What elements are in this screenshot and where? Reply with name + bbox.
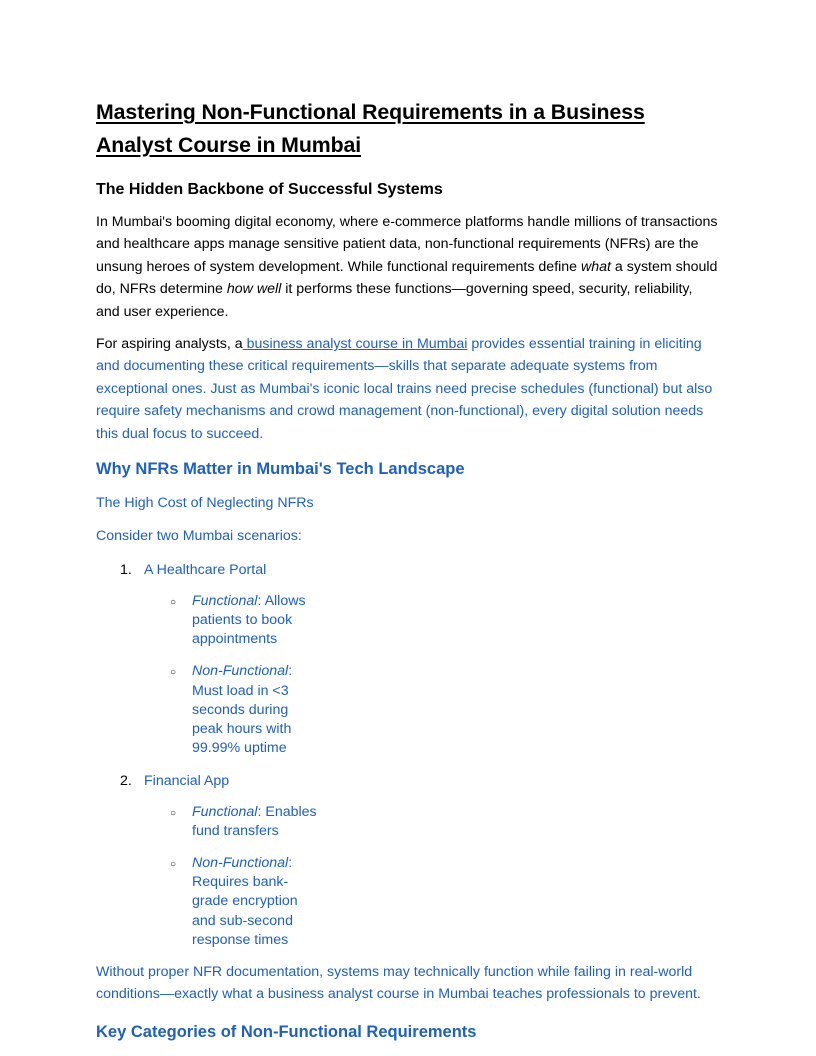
bullet-label: Functional — [192, 592, 258, 609]
scenario-title: Financial App — [144, 772, 230, 789]
consider-text: Consider two Mumbai scenarios: — [96, 528, 302, 545]
circle-bullet-icon: ○ — [170, 858, 177, 870]
aspiring-rest: provides essential training in eliciting and documenting these critical requirements—skills that separate adequate systems from exceptional ones. Just as Mumbai's iconic local trains need precise schedules (functional) but also require safety mechanisms and crowd management (non-functional), every digital solution needs this dual focus to succeed. — [96, 336, 713, 442]
intro-paragraph — [96, 211, 720, 323]
bullet-text: : Must load in <3 seconds during peak hours with 99.99% uptime — [192, 663, 293, 757]
section-heading-why-nfrs: Why NFRs Matter in Mumbai's Tech Landscape — [96, 460, 465, 479]
scenario-list — [96, 559, 720, 950]
closing-paragraph: Without proper NFR documentation, systems may technically function while failing in real-world conditions—exactly what a business analyst course in Mumbai teaches professionals to prevent. — [96, 963, 701, 1003]
list-item — [144, 662, 322, 758]
list-item — [144, 803, 322, 841]
bullet-text: : Requires bank-grade encryption and sub-second response times — [192, 854, 298, 948]
intro-emphasis-what: what — [581, 258, 611, 275]
subheading-high-cost: The High Cost of Neglecting NFRs — [96, 495, 314, 512]
list-item — [144, 592, 322, 650]
bullet-text: : Enables fund transfers — [192, 803, 317, 839]
list-item-financial — [96, 770, 720, 950]
circle-bullet-icon: ○ — [170, 596, 177, 608]
scenario-bullets — [144, 803, 720, 950]
bullet-label: Non-Functional — [192, 663, 289, 680]
intro-text-3: it performs these functions—governing speed, security, reliability, and user experience. — [96, 281, 693, 320]
aspiring-paragraph — [96, 333, 720, 445]
scenario-title: A Healthcare Portal — [144, 561, 267, 578]
bullet-label: Functional — [192, 803, 258, 820]
list-item — [144, 854, 322, 950]
circle-bullet-icon: ○ — [170, 667, 177, 679]
circle-bullet-icon: ○ — [170, 807, 177, 819]
list-number: 2. — [120, 772, 132, 789]
aspiring-lead: For aspiring analysts, a — [96, 336, 243, 353]
intro-emphasis-how-well: how well — [226, 281, 282, 298]
bullet-text: : Allows patients to book appointments — [192, 592, 306, 648]
document-subtitle: The Hidden Backbone of Successful Systems — [96, 181, 443, 198]
document-title: Mastering Non-Functional Requirements in a Business Analyst Course in Mumbai — [96, 100, 645, 157]
scenario-bullets — [144, 592, 720, 759]
bullet-label: Non-Functional — [192, 854, 289, 871]
intro-text-2: a system should do, NFRs determine — [96, 258, 718, 298]
section-heading-key-categories: Key Categories of Non-Functional Requirements — [96, 1022, 477, 1041]
course-link[interactable]: business analyst course in Mumbai — [242, 336, 468, 353]
document-body — [96, 96, 720, 1044]
list-number: 1. — [120, 561, 132, 578]
list-item-healthcare — [96, 559, 720, 759]
intro-text-1: In Mumbai's booming digital economy, where e-commerce platforms handle millions of transactions and healthcare apps manage sensitive patient data, non-functional requirements (NFRs) are the unsung heroes of system development. While functional requirements define — [96, 214, 718, 275]
